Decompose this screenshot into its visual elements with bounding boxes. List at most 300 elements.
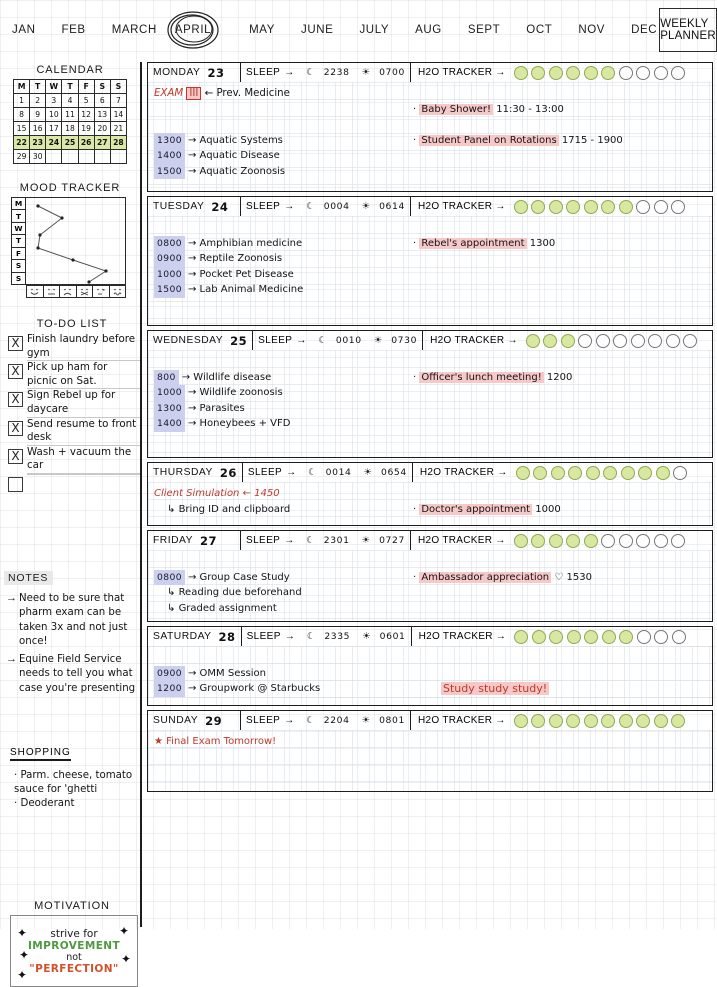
water-drop[interactable] [533,466,547,480]
todo-checkbox[interactable]: X [8,364,23,379]
month-jan[interactable] [10,24,38,36]
notes-title: NOTES [4,571,53,585]
water-drop[interactable] [549,200,563,214]
sun-icon: ☀ [361,67,371,78]
day-body[interactable] [148,482,712,525]
entry-spacer [413,650,706,666]
calendar-title: CALENDAR [36,64,104,76]
todo-checkbox[interactable] [8,477,23,492]
sleep-tracker-cell [241,63,411,82]
day-number: 25 [230,333,248,348]
todo-checkbox[interactable]: X [8,421,23,436]
water-drop[interactable] [531,714,545,728]
entry-time: 1400 [154,148,185,164]
entry-text: Reading due beforehand [178,587,302,598]
water-drop[interactable] [601,534,615,548]
month-sept[interactable] [466,24,502,36]
water-drop[interactable] [566,534,580,548]
water-drop[interactable] [549,714,563,728]
month-label: AUG [415,24,442,36]
entry-time: 1300 [154,401,185,417]
entry-text: → Group Case Study [187,571,290,583]
todo-item[interactable] [4,474,140,501]
water-drop[interactable] [619,200,633,214]
entry-columns [154,86,706,179]
water-drop[interactable] [568,466,582,480]
schedule-entry [154,370,409,386]
schedule-entry [154,385,409,401]
entry-text: → Lab Animal Medicine [187,284,304,295]
h2o-label: H2O TRACKER → [430,335,518,346]
day-header [148,63,712,82]
calendar-week-row [14,108,127,122]
sleep-label: SLEEP [246,67,281,78]
water-drop[interactable] [531,200,545,214]
day-body[interactable] [148,82,712,191]
water-drop[interactable] [648,334,662,348]
water-drop[interactable] [636,714,650,728]
water-drop[interactable] [514,714,528,728]
entry-time: 1500 [154,282,185,298]
calendar-day-cell[interactable]: 14 [110,108,126,122]
arrow-icon: → [6,653,17,666]
h2o-label: H2O TRACKER → [419,467,508,478]
water-drop[interactable] [671,66,685,80]
water-drop[interactable] [532,630,546,644]
calendar-day-cell[interactable]: 29 [14,150,30,164]
day-row-sunday [147,710,713,792]
calendar-day-cell[interactable]: 19 [78,122,94,136]
calendar-day-cell[interactable]: 11 [62,108,78,122]
entry-time: 1000 [154,385,185,401]
calendar-weekday: T [62,80,78,94]
shopping-item: · Parm. cheese, tomato sauce for 'ghetti [14,769,140,797]
mood-day-label: T [11,234,26,246]
events-column [409,734,706,750]
frazzled-face-icon[interactable] [110,285,127,298]
moon-icon: ☾ [318,335,327,346]
schedule-entry [154,133,409,149]
todo-item-label: Finish laundry before gym [27,333,140,361]
calendar-weekday: S [110,80,126,94]
sleep-start-time: 0010 [335,335,362,346]
star-icon: ✦ [118,924,129,938]
arrow-icon: → [296,335,307,346]
star-icon: ✦ [17,968,28,982]
entry-time: 1400 [154,416,185,432]
todo-item[interactable] [4,333,140,361]
water-drops [514,534,686,548]
water-drop[interactable] [666,334,680,348]
water-drop[interactable] [514,534,528,548]
water-drop[interactable] [531,66,545,80]
calendar-day-cell[interactable]: 16 [30,122,46,136]
month-label: SEPT [467,24,501,36]
todo-item-label: Pick up ham for picnic on Sat. [27,361,140,389]
water-drop[interactable] [654,66,668,80]
entry-spacer [413,86,706,102]
entry-columns [154,354,706,432]
month-selector-bar [0,0,716,60]
arrow-icon: → [284,715,295,726]
month-march[interactable] [110,24,159,36]
events-column [409,86,706,179]
water-drop[interactable] [613,334,627,348]
sleep-start-time: 2335 [324,631,351,642]
event-entry [413,102,706,118]
day-body[interactable] [148,730,712,791]
calendar-day-cell[interactable]: 26 [78,136,94,150]
calendar-day-cell[interactable]: 8 [14,108,30,122]
sun-icon: ☀ [361,715,371,726]
calendar-weekday: S [94,80,110,94]
arrow-icon: → [284,201,295,212]
mood-plot-area [26,197,126,285]
calendar-day-cell[interactable]: 20 [94,122,110,136]
water-drop[interactable] [601,200,615,214]
sidebar [0,60,140,982]
sun-icon: ☀ [373,335,383,346]
water-drop[interactable] [619,630,633,644]
sleep-tracker-cell [241,197,411,216]
calendar-day-cell[interactable]: 9 [30,108,46,122]
shopping-title: SHOPPING [10,747,71,761]
event-time: ♡ 1530 [551,571,592,583]
water-drop[interactable] [549,534,563,548]
entry-spacer [154,650,409,666]
water-drop[interactable] [596,334,610,348]
calendar-day-cell[interactable]: 13 [94,108,110,122]
calendar-day-cell[interactable]: 4 [62,94,78,108]
moon-icon: ☾ [306,201,315,212]
calendar-day-cell[interactable] [94,150,110,164]
water-drop[interactable] [619,534,633,548]
moon-icon: ☾ [306,535,315,546]
entry-text: → Aquatic Disease [187,150,280,161]
sleep-tracker-cell [243,463,413,482]
month-label: APRIL [174,24,212,36]
water-drop[interactable] [671,200,685,214]
sleep-end-time: 0727 [379,535,405,546]
entry-text: → Reptile Zoonosis [187,253,283,264]
day-number: 27 [200,533,218,548]
month-oct[interactable] [524,24,554,36]
month-april[interactable] [173,24,213,36]
day-header [148,331,712,350]
entry-spacer [154,117,409,133]
water-drop[interactable] [619,714,633,728]
water-drop[interactable] [602,630,616,644]
todo-item[interactable] [4,446,140,474]
calendar-day-cell[interactable] [78,150,94,164]
month-dec[interactable] [629,24,659,36]
water-drop[interactable] [516,466,530,480]
calendar-day-cell[interactable]: 22 [14,136,30,150]
event-title: Baby Shower! [421,103,492,115]
water-drop[interactable] [631,334,645,348]
todo-item[interactable] [4,361,140,389]
calendar-day-cell[interactable]: 25 [62,136,78,150]
entry-time: 0800 [154,570,185,586]
month-nov[interactable] [576,24,607,36]
important-entry [154,734,409,750]
sad-face-icon[interactable] [60,285,77,298]
day-header [148,531,712,550]
mood-tracker-title: MOOD TRACKER [19,182,121,194]
month-label: JUNE [301,24,334,36]
day-name-cell [148,627,242,646]
calendar-day-cell[interactable]: 3 [46,94,62,108]
sleep-start-time: 0014 [325,467,352,478]
arrow-icon: → [284,67,295,78]
calendar-day-cell[interactable]: 12 [78,108,94,122]
water-drop[interactable] [654,630,668,644]
todo-title: TO-DO LIST [36,318,108,330]
day-name: MONDAY [153,67,201,78]
calendar-day-cell[interactable]: 1 [14,94,30,108]
month-june[interactable] [299,24,335,36]
water-drop[interactable] [638,466,652,480]
sleep-start-time: 2301 [323,535,350,546]
water-drop[interactable] [566,66,580,80]
note-text: Equine Field Service needs to tell you what case you're presenting [19,654,136,694]
calendar-day-cell[interactable]: 15 [14,122,30,136]
schedule-entry [154,251,409,267]
water-drop[interactable] [514,66,528,80]
note-item [6,653,140,696]
schedule-entry [154,164,409,180]
sleep-label: SLEEP [246,535,281,546]
sleep-start-time: 0004 [323,201,350,212]
calendar-header-row [14,80,127,94]
calendar-day-cell[interactable]: 2 [30,94,46,108]
day-number: 24 [211,199,229,214]
star-icon: ★ [154,736,167,747]
calendar-weekday: M [14,80,30,94]
h2o-label: H2O TRACKER → [418,715,506,726]
happy-face-icon[interactable] [26,285,44,298]
water-drop[interactable] [514,200,528,214]
todo-checkbox[interactable]: X [8,449,23,464]
water-drop[interactable] [601,714,615,728]
todo-item[interactable] [4,418,140,446]
todo-checkbox[interactable]: X [8,336,23,351]
sleep-tracker-cell [241,711,411,730]
water-drop[interactable] [654,534,668,548]
water-tracker-cell [411,711,712,730]
mood-icon-axis [26,285,126,298]
calendar-table [13,79,127,164]
schedule-column [154,486,409,517]
schedule-entry [154,236,409,252]
todo-widget [4,318,140,501]
event-title: Study study study! [443,682,548,695]
mood-day-label: M [11,197,26,209]
water-drop[interactable] [636,534,650,548]
month-may[interactable] [247,24,277,36]
day-body[interactable] [148,646,712,705]
water-drops [514,66,686,80]
event-title: Rebel's appointment [421,237,525,249]
water-tracker-cell [411,197,712,216]
h2o-label: H2O TRACKER → [418,67,506,78]
moon-icon: ☾ [308,467,317,478]
events-column [409,650,706,697]
entry-columns [154,554,706,616]
calendar-weekday: W [46,80,62,94]
calendar-day-cell[interactable]: 6 [94,94,110,108]
water-drop[interactable] [549,630,563,644]
water-drop[interactable] [551,466,565,480]
calendar-day-cell[interactable]: 10 [46,108,62,122]
water-drop[interactable] [584,534,598,548]
arrow-icon: → [284,535,295,546]
neutral-face-icon[interactable] [44,285,61,298]
day-header [148,627,712,646]
day-body[interactable] [148,216,712,325]
day-header [148,197,712,216]
water-drop[interactable] [566,200,580,214]
calendar-day-cell[interactable]: 27 [94,136,110,150]
water-drop[interactable] [671,714,685,728]
water-drop[interactable] [549,66,563,80]
water-drop[interactable] [586,466,600,480]
motivation-line-4: "PERFECTION" [29,962,119,975]
sleep-tracker-cell [253,331,423,350]
water-tracker-cell [423,331,712,350]
svg-text:z: z [103,286,106,292]
water-drop[interactable] [584,66,598,80]
water-drop[interactable] [654,714,668,728]
water-drop[interactable] [531,534,545,548]
water-drop[interactable] [673,466,687,480]
month-feb[interactable] [60,24,88,36]
entry-time: 0900 [154,666,185,682]
calendar-day-cell[interactable]: 30 [30,150,46,164]
mood-day-label: F [11,247,26,259]
h2o-label: H2O TRACKER → [418,535,506,546]
angry-face-icon[interactable] [77,285,94,298]
calendar-day-cell[interactable]: 21 [110,122,126,136]
month-label: DEC [631,24,658,36]
sleepy-face-icon[interactable] [93,285,110,298]
entry-text: → Aquatic Zoonosis [187,165,286,177]
shopping-item: · Deoderant [14,797,140,811]
entry-text: → Pocket Pet Disease [187,268,294,280]
water-drop[interactable] [672,630,686,644]
todo-checkbox[interactable]: X [8,392,23,407]
weekly-planner-label: WEEKLY PLANNER [660,18,716,42]
calendar-day-cell[interactable]: 18 [62,122,78,136]
entry-time: 1200 [154,681,185,697]
water-drop[interactable] [526,334,540,348]
water-drop[interactable] [636,66,650,80]
day-body[interactable] [148,350,712,457]
mood-tracker-chart [11,197,129,299]
water-drop[interactable] [584,200,598,214]
entry-text: Bring ID and clipboard [178,503,291,515]
motivation-line-2: IMPROVEMENT [27,939,121,952]
calendar-day-cell[interactable] [46,150,62,164]
month-label: MAY [249,24,275,36]
water-drop[interactable] [584,714,598,728]
calendar-day-cell[interactable]: 23 [30,136,46,150]
schedule-entry [154,282,409,298]
event-title: Officer's lunch meeting! [421,371,542,383]
exam-label: EXAM [154,88,187,99]
schedule-column [154,734,409,750]
schedule-entry [154,148,409,164]
entry-time: 1000 [154,267,185,283]
calendar-day-cell[interactable] [62,150,78,164]
calendar-day-cell[interactable]: 17 [46,122,62,136]
calendar-day-cell[interactable]: 5 [78,94,94,108]
water-drop[interactable] [561,334,575,348]
calendar-weekday: F [78,80,94,94]
water-drop[interactable] [514,630,528,644]
mood-line-chart [26,198,126,286]
water-drop[interactable] [683,334,697,348]
day-header [148,711,712,730]
moon-icon: ☾ [306,631,316,642]
water-drop[interactable] [584,630,598,644]
water-drop[interactable] [578,334,592,348]
water-drop[interactable] [603,466,617,480]
water-drop[interactable] [637,630,651,644]
sleep-label: SLEEP [246,201,281,212]
todo-item-label: Send resume to front desk [27,418,140,446]
calendar-day-cell[interactable] [110,150,126,164]
event-time: 1000 [532,503,561,515]
motivation-quote-box [10,915,138,987]
schedule-subentry [154,585,409,601]
schedule-entry [154,681,409,697]
water-drop[interactable] [567,630,581,644]
water-drop[interactable] [656,466,670,480]
mood-day-label: S [11,259,26,271]
entry-text: → Wildlife disease [181,371,272,383]
day-row-tuesday [147,196,713,326]
calendar-day-cell[interactable]: 28 [110,136,126,150]
water-drop[interactable] [601,66,615,80]
water-drop[interactable] [636,200,650,214]
calendar-day-cell[interactable]: 7 [110,94,126,108]
entry-text: → Honeybees + VFD [187,418,291,429]
day-number: 28 [218,629,236,644]
mood-day-label: T [11,209,26,221]
entry-spacer [154,102,409,118]
event-title: Doctor's appointment [421,503,531,515]
water-drop[interactable] [566,714,580,728]
entry-text: → Parasites [187,402,245,414]
water-drop[interactable] [543,334,557,348]
schedule-entry [154,570,409,586]
water-drops [526,334,698,348]
day-number: 29 [205,713,223,728]
water-drop[interactable] [621,466,635,480]
month-aug[interactable] [413,24,444,36]
todo-item[interactable] [4,389,140,417]
month-july[interactable] [357,24,391,36]
entry-text: → Groupwork @ Starbucks [187,683,321,694]
water-drop[interactable] [619,66,633,80]
water-drop[interactable] [654,200,668,214]
calendar-day-cell[interactable]: 24 [46,136,62,150]
day-row-friday [147,530,713,622]
day-body[interactable] [148,550,712,621]
highlight-entry [154,486,409,502]
water-drop[interactable] [671,534,685,548]
